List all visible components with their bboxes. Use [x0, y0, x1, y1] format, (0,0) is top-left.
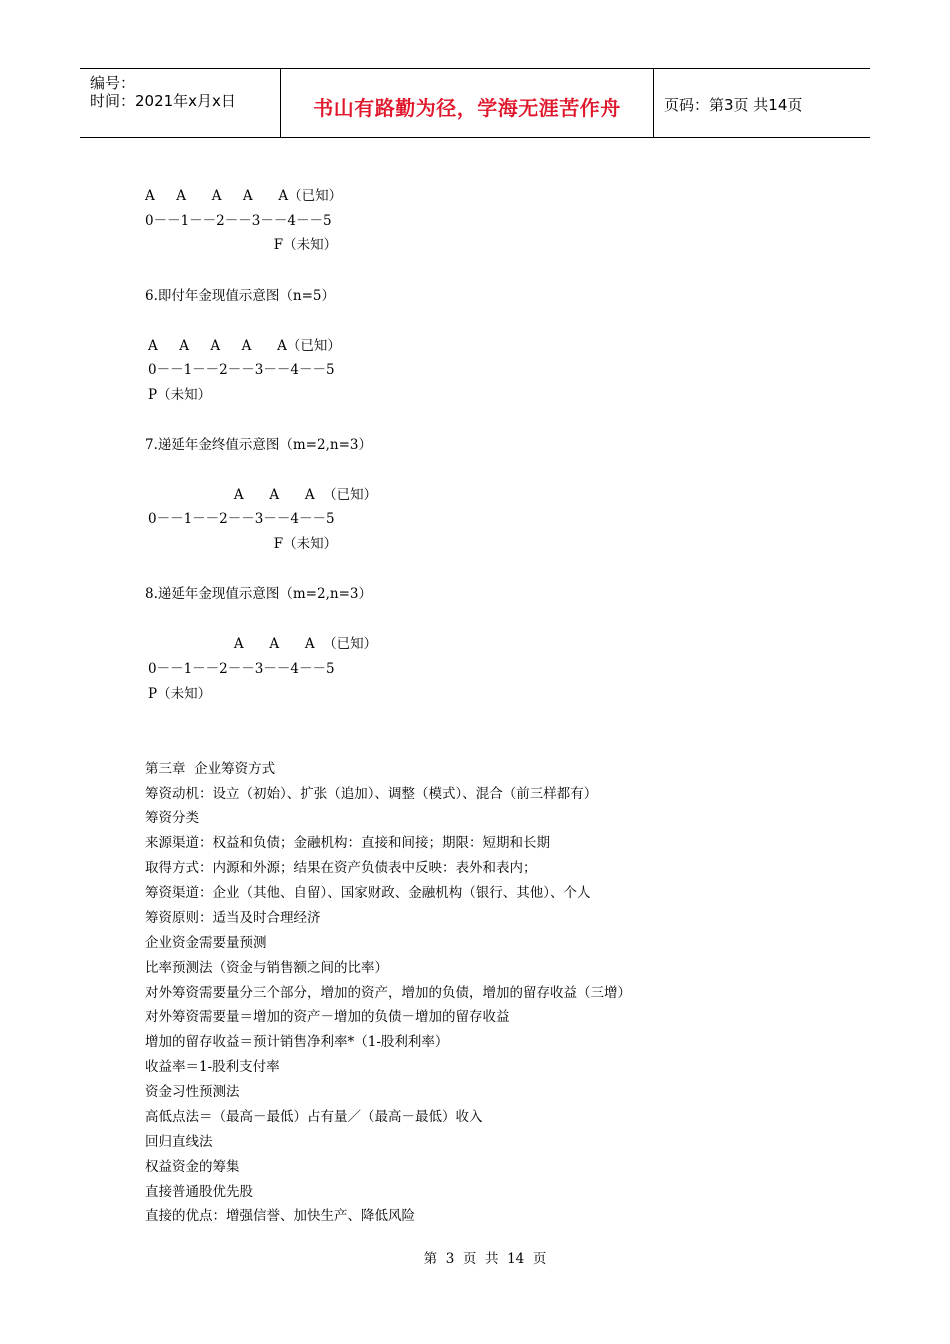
text-line: 筹资渠道：企业（其他、自留）、国家财政、金融机构（银行、其他）、个人: [145, 885, 591, 901]
diagram-timeline: 0－－1－－2－－3－－4－－5: [148, 362, 335, 378]
page-info: 页码：第3页 共14页: [664, 96, 803, 114]
text-line: 筹资动机：设立（初始）、扩张（追加）、调整（模式）、混合（前三样都有）: [145, 786, 598, 802]
diagram-annuity-row: A A A （已知）: [148, 487, 378, 503]
diagram-value-label: F（未知）: [145, 237, 338, 253]
text-line: 比率预测法（资金与销售额之间的比率）: [145, 960, 388, 976]
motto: 书山有路勤为径，学海无涯苦作舟: [313, 96, 621, 120]
diagram-annuity-row: A A A A A（已知）: [148, 338, 341, 354]
diagram-annuity-row: A A A A A（已知）: [145, 188, 343, 204]
text-line: 直接普通股优先股: [145, 1184, 253, 1200]
diagram-timeline: 0－－1－－2－－3－－4－－5: [145, 213, 332, 229]
number-label: 编号：: [90, 74, 136, 92]
diagram-value-label: P（未知）: [148, 686, 212, 702]
section-heading: 6.即付年金现值示意图（n=5）: [145, 288, 335, 304]
text-line: 来源渠道：权益和负债；金融机构：直接和间接；期限：短期和长期: [145, 835, 550, 851]
diagram-annuity-row: A A A （已知）: [148, 636, 378, 652]
chapter-heading: 第三章 企业筹资方式: [145, 761, 276, 777]
text-line: 筹资分类: [145, 810, 199, 826]
text-line: 收益率＝1-股利支付率: [145, 1059, 280, 1075]
text-line: 权益资金的筹集: [145, 1159, 240, 1175]
section-heading: 7.递延年金终值示意图（m=2,n=3）: [145, 437, 372, 453]
diagram-value-label: F（未知）: [145, 536, 338, 552]
header-right-cell: [654, 69, 870, 137]
header-left-cell: [80, 69, 281, 137]
date-label: 时间：2021年x月x日: [90, 92, 236, 110]
page-header: [80, 68, 870, 138]
text-line: 资金习性预测法: [145, 1084, 240, 1100]
header-motto-cell: [281, 69, 654, 137]
text-line: 增加的留存收益＝预计销售净利率*（1-股利利率）: [145, 1034, 449, 1050]
text-line: 回归直线法: [145, 1134, 213, 1150]
text-line: 直接的优点：增强信誉、加快生产、降低风险: [145, 1208, 415, 1224]
text-line: 对外筹资需要量分三个部分，增加的资产，增加的负债，增加的留存收益（三增）: [145, 985, 631, 1001]
text-line: 对外筹资需要量＝增加的资产－增加的负债－增加的留存收益: [145, 1009, 510, 1025]
text-line: 企业资金需要量预测: [145, 935, 267, 951]
diagram-timeline: 0－－1－－2－－3－－4－－5: [148, 511, 335, 527]
text-line: 取得方式：内源和外源；结果在资产负债表中反映：表外和表内；: [145, 860, 537, 876]
text-line: 高低点法＝（最高－最低）占有量／（最高－最低）收入: [145, 1109, 483, 1125]
diagram-value-label: P（未知）: [148, 387, 212, 403]
diagram-timeline: 0－－1－－2－－3－－4－－5: [148, 661, 335, 677]
section-heading: 8.递延年金现值示意图（m=2,n=3）: [145, 586, 372, 602]
text-line: 筹资原则：适当及时合理经济: [145, 910, 321, 926]
page-footer: 第 3 页 共 14 页: [423, 1251, 547, 1267]
